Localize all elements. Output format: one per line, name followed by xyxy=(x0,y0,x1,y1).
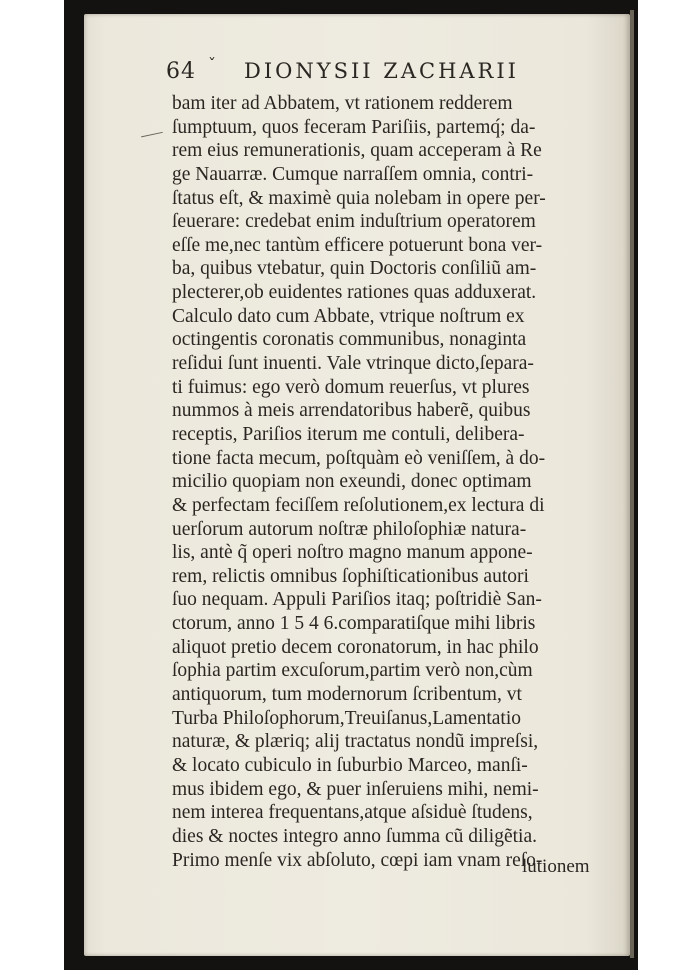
text-line: ſuo nequam. Appuli Pariſios itaq; poſtridiè San- xyxy=(172,589,542,611)
text-line: reſidui ſunt inuenti. Vale vtrinque dicto,ſepara- xyxy=(172,353,534,375)
text-line: uerſorum autorum noſtræ philoſophiæ natura- xyxy=(172,518,527,540)
text-line: mus ibidem ego, & puer inſeruiens mihi, nemi- xyxy=(172,778,539,800)
text-line: Calculo dato cum Abbate, vtrique noſtrum ex xyxy=(172,305,525,327)
text-line: plecterer,ob euidentes rationes quas adduxerat. xyxy=(172,282,537,304)
text-line: aliquot pretio decem coronatorum, in hac philo xyxy=(172,636,539,658)
body-text xyxy=(172,92,604,872)
text-line: bam iter ad Abbatem, vt rationem redderem xyxy=(172,93,513,114)
text-line: ti fuimus: ego verò domum reuerſus, vt plures xyxy=(172,376,530,398)
text-line: ſtatus eſt, & maximè quia nolebam in opere per- xyxy=(172,187,546,209)
catchword: lutionem xyxy=(522,856,590,877)
running-head: DIONYSII ZACHARII xyxy=(244,59,519,83)
text-line: ge Nauarræ. Cumque narraſſem omnia, contri- xyxy=(172,163,534,185)
text-line: tione facta mecum, poſtquàm eò veniſſem, à do- xyxy=(172,447,546,469)
text-line: Turba Philoſophorum,Treuiſanus,Lamentatio xyxy=(172,707,522,729)
page-edge-shadow xyxy=(630,10,634,958)
text-line: micilio quopiam non exeundi, donec optimam xyxy=(172,471,532,493)
text-line: & perfectam feciſſem reſolutionem,ex lectura di xyxy=(172,494,545,516)
text-line: lis, antè q̃ operi noſtro magno manum appone- xyxy=(172,542,533,564)
text-line: rem eius remunerationis, quam acceperam à Re xyxy=(172,140,542,162)
text-line: ba, quibus vtebatur, quin Doctoris conſiliũ am- xyxy=(172,258,537,280)
text-line: receptis, Pariſios iterum me contuli, delibera- xyxy=(172,423,525,445)
header-mark: ˇ xyxy=(208,55,216,74)
text-line: naturæ, & plæriq; alij tractatus nondũ impreſsi, xyxy=(172,731,539,753)
text-line: nummos à meis arrendatoribus haberẽ, quibus xyxy=(172,400,531,422)
text-line: rem, relictis omnibus ſophiſticationibus autori xyxy=(172,565,529,587)
text-line: octingentis coronatis communibus, nonaginta xyxy=(172,329,527,351)
text-line: ſumptuum, quos feceram Pariſiis, partemq́; da- xyxy=(172,116,536,138)
text-line: antiquorum, tum modernorum ſcribentum, vt xyxy=(172,684,522,706)
text-line: & locato cubiculo in ſuburbio Marceo, manſi- xyxy=(172,754,528,776)
text-line: eſſe me,nec tantùm efficere potuerunt bona ver- xyxy=(172,234,543,256)
page-number: 64 xyxy=(166,59,196,84)
text-line: dies & noctes integro anno ſumma cũ diligẽtia. xyxy=(172,825,537,847)
text-line: Primo menſe vix abſoluto, cœpi iam vnam reſo- xyxy=(172,849,543,871)
text-line: nem interea frequentans,atque aſsiduè ſtudens, xyxy=(172,802,533,824)
page-header xyxy=(166,55,606,89)
text-line: ſeuerare: credebat enim induſtrium operatorem xyxy=(172,211,536,233)
text-line: ctorum, anno 1 5 4 6.comparatiſque mihi libris xyxy=(172,613,536,635)
text-line: ſophia partim excuſorum,partim verò non,cùm xyxy=(172,660,533,682)
